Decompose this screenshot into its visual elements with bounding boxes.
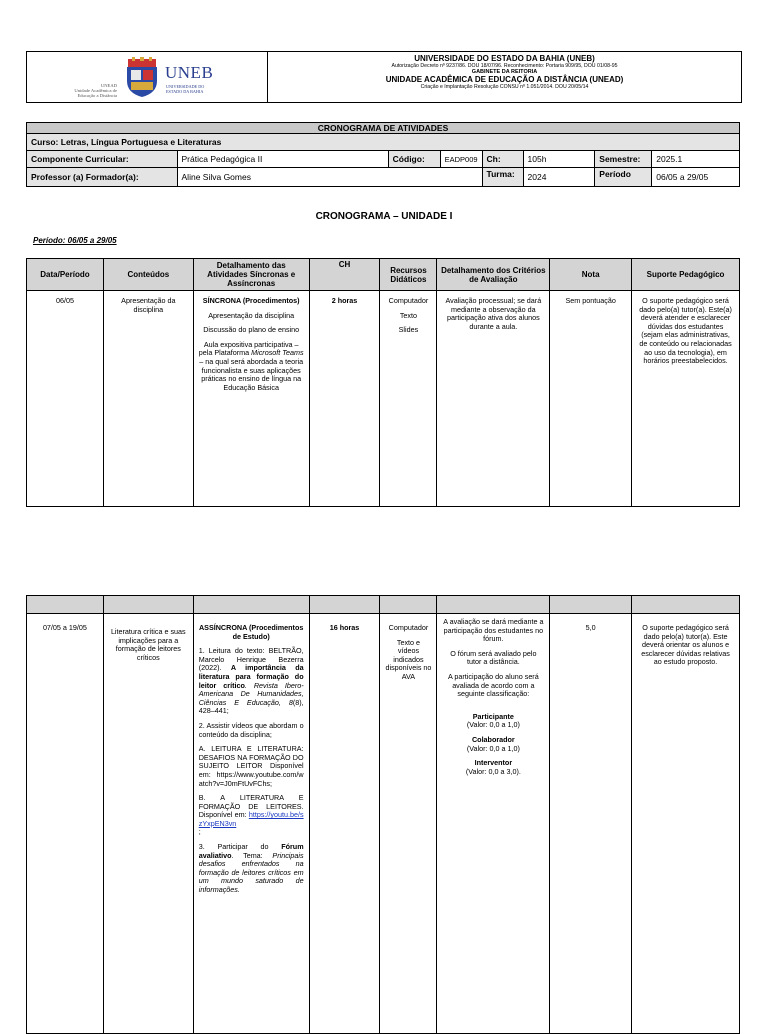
row-contents: Apresentação da disciplina	[103, 291, 193, 507]
activities-info-table	[26, 122, 740, 187]
activity-type-title: ASSÍNCRONA (Procedimentos de Estudo)	[198, 623, 304, 641]
class-value: 2024	[523, 168, 595, 187]
header-text-block	[268, 52, 741, 102]
row-grade: 5,0	[550, 614, 632, 1034]
component-value: Prática Pedagógica II	[177, 151, 388, 168]
component-label: Componente Curricular:	[27, 151, 178, 168]
ch-value: 105h	[523, 151, 595, 168]
activity-item: A. LEITURA E LITERATURA: DESAFIOS NA FORMAÇÃO DO SUJEITO LEITOR Disponível em: https://www.youtube.com/watch?v=J0mFtUvFChs;	[198, 744, 304, 788]
info-table-title: CRONOGRAMA DE ATIVIDADES	[27, 123, 740, 134]
period-line: Período: 06/05 a 29/05	[33, 236, 117, 245]
activity-type-title: SÍNCRONA (Procedimentos)	[202, 296, 300, 305]
unit-name: UNIDADE ACADÊMICA DE EDUCAÇÃO A DISTÂNCIA (UNEAD)	[385, 75, 624, 84]
row-date: 07/05 a 19/05	[27, 614, 104, 1034]
row-support: O suporte pedagógico será dado pelo(a) tutor(a). Este(a) deverá atender e esclarecer dúvidas dos estudantes (sejam elas administrativas, de conteúdo ou relacionadas ao uso da tecnologia), em horários preestabelecidos.	[632, 291, 740, 507]
activity-item: 1. Leitura do texto: BELTRÃO, Marcelo Henrique Bezerra (2022). A importância da literatura para formação do leitor crítico. Revista Ibero-Americana De Humanidades, Ciências E Educação, 8(8), 428–441;	[198, 646, 304, 716]
row-resources: Computador Texto Slides	[380, 291, 437, 507]
video-link-a[interactable]: https://www.youtube.com/watch?v=J0mFtUvFChs;	[198, 769, 304, 788]
professor-value: Aline Silva Gomes	[177, 168, 482, 187]
activity-item: 3. Participar do Fórum avaliativo. Tema: Principais desafios enfrentados na formação de leitores críticos em um mundo saturado de informações.	[198, 842, 304, 895]
col-header-ch: CH	[309, 259, 380, 291]
row-resources: Computador Texto e vídeos indicados disponíveis no AVA	[380, 614, 437, 1034]
authorization-line: Autorização Decreto nº 9237/86. DOU 18/07/96. Reconhecimento: Portaria 909/95, DOU 01/08-95	[391, 63, 618, 69]
ch-label: Ch:	[482, 151, 523, 168]
row-ch: 16 horas	[309, 614, 380, 1034]
semester-value: 2025.1	[652, 151, 740, 168]
table-row	[27, 291, 740, 507]
row-grade: Sem pontuação	[550, 291, 632, 507]
unead-logo-text: UNEAD Unidade Acadêmica de Educação a Distância	[74, 83, 117, 98]
row-ch: 2 horas	[309, 291, 380, 507]
row-activities	[193, 614, 309, 1034]
uneb-logo-area	[27, 52, 268, 102]
schedule-table	[26, 258, 740, 507]
video-link-b[interactable]: https://youtu.be/szYxpEN3vn	[198, 810, 304, 828]
schedule-table-continued	[26, 595, 740, 1034]
row-criteria: A avaliação se dará mediante a participação dos estudantes no fórum. O fórum será avaliado pelo tutor a distância. A participação do aluno será avaliada de acordo com a seguinte classificação: Participante (Valor: 0,0 a 1,0) Colaborador (Valor: 0,0 a 1,0) Interventor (Valor: 0,0 a 3,0).	[437, 614, 550, 1034]
row-contents: Literatura crítica e suas implicações para a formação de leitores críticos	[103, 614, 193, 1034]
col-header-support: Suporte Pedagógico	[632, 259, 740, 291]
row-support: O suporte pedagógico será dado pelo(a) tutor(a). Este deverá orientar os alunos e esclarecer dúvidas relativas ao estudo proposto.	[632, 614, 740, 1034]
col-header-date: Data/Período	[27, 259, 104, 291]
code-value: EADP009	[440, 151, 482, 168]
code-label: Código:	[388, 151, 440, 168]
col-header-resources: Recursos Didáticos	[380, 259, 437, 291]
level-name: Interventor	[474, 758, 513, 768]
period-label: Período	[595, 168, 652, 187]
professor-label: Professor (a) Formador(a):	[27, 168, 178, 187]
level-name: Participante	[472, 711, 514, 721]
table-row	[27, 614, 740, 1034]
col-header-activities: Detalhamento das Atividades Síncronas e Assíncronas	[193, 259, 309, 291]
col-header-contents: Conteúdos	[103, 259, 193, 291]
activity-item: B. A LITERATURA E FORMAÇÃO DE LEITORES. Disponível em: https://youtu.be/szYxpEN3vn ;	[198, 793, 304, 837]
activity-item: Aula expositiva participativa – pela Plataforma Microsoft Teams – na qual será abordada a teoria funcionalista e suas aplicações práticas no ensino de língua na Educação Básica	[198, 339, 304, 392]
creation-line: Criação e Implantação Resolução CONSU nº 1.051/2014. DOU 20/05/14	[420, 84, 589, 90]
col-header-criteria: Detalhamento dos Critérios de Avaliação	[437, 259, 550, 291]
uneb-wordmark: UNEB	[165, 63, 214, 82]
activity-item: 2. Assistir vídeos que abordam o conteúdo da disciplina;	[198, 720, 304, 739]
class-label: Turma:	[482, 168, 523, 187]
uneb-crest-icon	[125, 57, 159, 97]
period-value: 06/05 a 29/05	[652, 168, 740, 187]
section-title: CRONOGRAMA – UNIDADE I	[315, 211, 453, 222]
row-date: 06/05	[27, 291, 104, 507]
semester-label: Semestre:	[595, 151, 652, 168]
uneb-subtitle: UNIVERSIDADE DO ESTADO DA BAHIA	[166, 84, 205, 94]
level-name: Colaborador	[471, 734, 515, 744]
course-field: Curso: Letras, Língua Portuguesa e Literaturas	[27, 134, 740, 151]
col-header-grade: Nota	[550, 259, 632, 291]
university-name: UNIVERSIDADE DO ESTADO DA BAHIA (UNEB)	[414, 54, 595, 63]
activity-item: Apresentação da disciplina	[208, 310, 295, 320]
activity-item: Discussão do plano de ensino	[203, 325, 300, 335]
row-criteria: Avaliação processual; se dará mediante a observação da participação ativa dos alunos durante a aula.	[437, 291, 550, 507]
office-line: GABINETE DA REITORIA	[471, 69, 538, 75]
row-activities	[193, 291, 309, 507]
document-header	[26, 51, 742, 103]
